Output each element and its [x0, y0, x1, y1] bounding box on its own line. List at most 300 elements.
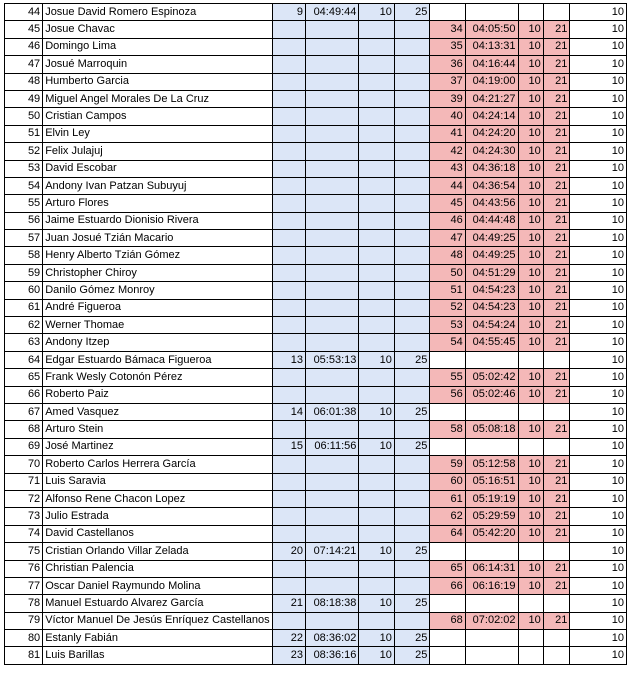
red-bib-cell: 34	[430, 21, 465, 38]
red-laps-cell: 10	[518, 577, 543, 594]
name-cell: Manuel Estuardo Alvarez García	[43, 595, 272, 612]
blue-time-cell	[306, 195, 359, 212]
table-row	[5, 630, 627, 647]
red-time-cell: 04:49:25	[465, 230, 518, 247]
blue-laps-cell	[359, 177, 394, 194]
blue-time-cell	[306, 108, 359, 125]
blue-time-cell	[306, 508, 359, 525]
blue-laps-cell	[359, 369, 394, 386]
blue-bib-cell	[272, 247, 305, 264]
blue-time-cell	[306, 90, 359, 107]
red-category-cell	[543, 351, 570, 368]
total-cell: 10	[570, 543, 627, 560]
red-laps-cell: 10	[518, 508, 543, 525]
red-bib-cell: 60	[430, 473, 465, 490]
blue-bib-cell	[272, 160, 305, 177]
red-bib-cell: 66	[430, 577, 465, 594]
blue-time-cell	[306, 317, 359, 334]
blue-bib-cell	[272, 195, 305, 212]
blue-category-cell: 25	[394, 647, 429, 664]
blue-category-cell	[394, 56, 429, 73]
blue-bib-cell	[272, 177, 305, 194]
name-cell: Henry Alberto Tzián Gómez	[43, 247, 272, 264]
blue-bib-cell	[272, 21, 305, 38]
blue-category-cell	[394, 125, 429, 142]
red-category-cell	[543, 543, 570, 560]
red-laps-cell	[518, 595, 543, 612]
blue-category-cell: 25	[394, 630, 429, 647]
red-time-cell: 04:05:50	[465, 21, 518, 38]
red-time-cell: 06:14:31	[465, 560, 518, 577]
results-body	[5, 4, 627, 665]
name-cell: Christian Palencia	[43, 560, 272, 577]
blue-bib-cell: 21	[272, 595, 305, 612]
blue-laps-cell	[359, 334, 394, 351]
blue-category-cell	[394, 21, 429, 38]
blue-category-cell	[394, 508, 429, 525]
red-laps-cell: 10	[518, 38, 543, 55]
position-cell: 56	[5, 212, 43, 229]
red-bib-cell	[430, 403, 465, 420]
position-cell: 53	[5, 160, 43, 177]
blue-category-cell	[394, 195, 429, 212]
red-bib-cell: 61	[430, 490, 465, 507]
blue-time-cell	[306, 334, 359, 351]
name-cell: Miguel Angel Morales De La Cruz	[43, 90, 272, 107]
total-cell: 10	[570, 456, 627, 473]
blue-time-cell: 08:18:38	[306, 595, 359, 612]
red-bib-cell: 35	[430, 38, 465, 55]
red-bib-cell	[430, 438, 465, 455]
blue-bib-cell	[272, 317, 305, 334]
blue-laps-cell: 10	[359, 438, 394, 455]
blue-bib-cell	[272, 525, 305, 542]
table-row	[5, 160, 627, 177]
total-cell: 10	[570, 230, 627, 247]
red-category-cell	[543, 4, 570, 21]
name-cell: Felix Julajuj	[43, 143, 272, 160]
red-category-cell: 21	[543, 177, 570, 194]
blue-bib-cell: 22	[272, 630, 305, 647]
blue-bib-cell	[272, 577, 305, 594]
table-row	[5, 543, 627, 560]
position-cell: 59	[5, 264, 43, 281]
red-time-cell: 05:29:59	[465, 508, 518, 525]
red-bib-cell: 56	[430, 386, 465, 403]
blue-bib-cell	[272, 56, 305, 73]
red-category-cell: 21	[543, 108, 570, 125]
blue-laps-cell	[359, 421, 394, 438]
table-row	[5, 577, 627, 594]
total-cell: 10	[570, 125, 627, 142]
name-cell: Andony Itzep	[43, 334, 272, 351]
red-category-cell: 21	[543, 421, 570, 438]
blue-bib-cell: 14	[272, 403, 305, 420]
red-category-cell: 21	[543, 369, 570, 386]
blue-bib-cell	[272, 456, 305, 473]
blue-category-cell	[394, 473, 429, 490]
red-laps-cell	[518, 351, 543, 368]
red-time-cell: 05:42:20	[465, 525, 518, 542]
position-cell: 48	[5, 73, 43, 90]
position-cell: 80	[5, 630, 43, 647]
table-row	[5, 195, 627, 212]
blue-laps-cell	[359, 490, 394, 507]
blue-category-cell	[394, 38, 429, 55]
red-time-cell: 04:54:23	[465, 299, 518, 316]
red-time-cell: 04:49:25	[465, 247, 518, 264]
table-row	[5, 212, 627, 229]
blue-laps-cell	[359, 230, 394, 247]
blue-bib-cell	[272, 386, 305, 403]
red-category-cell	[543, 630, 570, 647]
name-cell: André Figueroa	[43, 299, 272, 316]
blue-bib-cell	[272, 90, 305, 107]
name-cell: Cristian Orlando Villar Zelada	[43, 543, 272, 560]
table-row	[5, 317, 627, 334]
table-row	[5, 438, 627, 455]
blue-time-cell	[306, 577, 359, 594]
table-row	[5, 525, 627, 542]
position-cell: 50	[5, 108, 43, 125]
red-bib-cell	[430, 4, 465, 21]
position-cell: 47	[5, 56, 43, 73]
red-laps-cell: 10	[518, 317, 543, 334]
red-laps-cell	[518, 438, 543, 455]
blue-category-cell	[394, 490, 429, 507]
name-cell: Jaime Estuardo Dionisio Rivera	[43, 212, 272, 229]
blue-laps-cell: 10	[359, 351, 394, 368]
red-laps-cell: 10	[518, 125, 543, 142]
red-time-cell: 05:19:19	[465, 490, 518, 507]
red-time-cell: 04:24:20	[465, 125, 518, 142]
red-category-cell: 21	[543, 195, 570, 212]
total-cell: 10	[570, 177, 627, 194]
blue-category-cell: 25	[394, 403, 429, 420]
position-cell: 66	[5, 386, 43, 403]
blue-time-cell	[306, 125, 359, 142]
position-cell: 58	[5, 247, 43, 264]
name-cell: David Castellanos	[43, 525, 272, 542]
red-category-cell: 21	[543, 143, 570, 160]
blue-category-cell: 25	[394, 438, 429, 455]
blue-bib-cell: 15	[272, 438, 305, 455]
position-cell: 62	[5, 317, 43, 334]
position-cell: 49	[5, 90, 43, 107]
name-cell: Luis Saravia	[43, 473, 272, 490]
blue-laps-cell	[359, 612, 394, 629]
red-time-cell: 04:54:23	[465, 282, 518, 299]
blue-laps-cell	[359, 560, 394, 577]
total-cell: 10	[570, 4, 627, 21]
blue-time-cell	[306, 560, 359, 577]
red-laps-cell	[518, 4, 543, 21]
red-category-cell: 21	[543, 490, 570, 507]
blue-time-cell	[306, 21, 359, 38]
table-row	[5, 282, 627, 299]
total-cell: 10	[570, 612, 627, 629]
red-bib-cell: 45	[430, 195, 465, 212]
red-time-cell: 04:55:45	[465, 334, 518, 351]
red-category-cell: 21	[543, 212, 570, 229]
table-row	[5, 299, 627, 316]
red-laps-cell	[518, 543, 543, 560]
blue-bib-cell	[272, 282, 305, 299]
blue-category-cell	[394, 456, 429, 473]
total-cell: 10	[570, 647, 627, 664]
table-row	[5, 386, 627, 403]
red-bib-cell: 40	[430, 108, 465, 125]
blue-category-cell	[394, 560, 429, 577]
table-row	[5, 230, 627, 247]
blue-category-cell	[394, 230, 429, 247]
table-row	[5, 508, 627, 525]
total-cell: 10	[570, 560, 627, 577]
total-cell: 10	[570, 334, 627, 351]
blue-bib-cell: 20	[272, 543, 305, 560]
red-bib-cell	[430, 595, 465, 612]
red-category-cell	[543, 403, 570, 420]
table-row	[5, 177, 627, 194]
total-cell: 10	[570, 282, 627, 299]
table-row	[5, 612, 627, 629]
position-cell: 76	[5, 560, 43, 577]
total-cell: 10	[570, 386, 627, 403]
position-cell: 74	[5, 525, 43, 542]
red-category-cell	[543, 595, 570, 612]
total-cell: 10	[570, 247, 627, 264]
blue-laps-cell: 10	[359, 647, 394, 664]
blue-category-cell	[394, 90, 429, 107]
blue-bib-cell	[272, 108, 305, 125]
red-bib-cell: 62	[430, 508, 465, 525]
blue-bib-cell	[272, 73, 305, 90]
total-cell: 10	[570, 299, 627, 316]
red-bib-cell: 50	[430, 264, 465, 281]
red-laps-cell: 10	[518, 212, 543, 229]
red-category-cell: 21	[543, 386, 570, 403]
position-cell: 69	[5, 438, 43, 455]
name-cell: Estanly Fabián	[43, 630, 272, 647]
blue-category-cell	[394, 264, 429, 281]
blue-laps-cell	[359, 282, 394, 299]
position-cell: 55	[5, 195, 43, 212]
blue-laps-cell: 10	[359, 403, 394, 420]
blue-time-cell	[306, 525, 359, 542]
red-laps-cell: 10	[518, 421, 543, 438]
total-cell: 10	[570, 351, 627, 368]
blue-time-cell	[306, 247, 359, 264]
red-time-cell	[465, 595, 518, 612]
red-category-cell: 21	[543, 334, 570, 351]
name-cell: Humberto Garcia	[43, 73, 272, 90]
blue-category-cell	[394, 143, 429, 160]
red-laps-cell: 10	[518, 21, 543, 38]
blue-bib-cell	[272, 230, 305, 247]
total-cell: 10	[570, 195, 627, 212]
red-category-cell	[543, 438, 570, 455]
red-time-cell: 07:02:02	[465, 612, 518, 629]
red-laps-cell: 10	[518, 247, 543, 264]
red-laps-cell: 10	[518, 299, 543, 316]
red-category-cell: 21	[543, 21, 570, 38]
red-time-cell: 04:51:29	[465, 264, 518, 281]
position-cell: 71	[5, 473, 43, 490]
red-time-cell	[465, 403, 518, 420]
red-bib-cell: 36	[430, 56, 465, 73]
blue-time-cell: 06:11:56	[306, 438, 359, 455]
total-cell: 10	[570, 490, 627, 507]
blue-category-cell	[394, 177, 429, 194]
blue-bib-cell: 23	[272, 647, 305, 664]
name-cell: Josué Marroquin	[43, 56, 272, 73]
total-cell: 10	[570, 508, 627, 525]
red-time-cell: 06:16:19	[465, 577, 518, 594]
red-bib-cell: 65	[430, 560, 465, 577]
blue-bib-cell	[272, 369, 305, 386]
blue-category-cell	[394, 73, 429, 90]
blue-category-cell	[394, 160, 429, 177]
blue-laps-cell	[359, 299, 394, 316]
red-time-cell	[465, 4, 518, 21]
name-cell: Josue Chavac	[43, 21, 272, 38]
blue-laps-cell	[359, 264, 394, 281]
table-row	[5, 125, 627, 142]
blue-bib-cell	[272, 299, 305, 316]
blue-laps-cell	[359, 143, 394, 160]
red-laps-cell: 10	[518, 490, 543, 507]
table-row	[5, 334, 627, 351]
blue-time-cell	[306, 160, 359, 177]
blue-category-cell	[394, 317, 429, 334]
blue-time-cell	[306, 177, 359, 194]
red-bib-cell	[430, 630, 465, 647]
blue-category-cell	[394, 577, 429, 594]
position-cell: 57	[5, 230, 43, 247]
blue-category-cell: 25	[394, 351, 429, 368]
table-row	[5, 595, 627, 612]
red-laps-cell: 10	[518, 230, 543, 247]
red-laps-cell: 10	[518, 195, 543, 212]
red-laps-cell: 10	[518, 177, 543, 194]
name-cell: Juan Josué Tzián Macario	[43, 230, 272, 247]
red-laps-cell: 10	[518, 160, 543, 177]
total-cell: 10	[570, 595, 627, 612]
red-bib-cell	[430, 543, 465, 560]
total-cell: 10	[570, 403, 627, 420]
red-time-cell: 04:19:00	[465, 73, 518, 90]
red-time-cell: 05:02:46	[465, 386, 518, 403]
total-cell: 10	[570, 369, 627, 386]
red-laps-cell	[518, 403, 543, 420]
total-cell: 10	[570, 421, 627, 438]
blue-category-cell	[394, 108, 429, 125]
name-cell: Andony Ivan Patzan Subuyuj	[43, 177, 272, 194]
total-cell: 10	[570, 630, 627, 647]
red-time-cell	[465, 647, 518, 664]
red-time-cell: 04:36:54	[465, 177, 518, 194]
name-cell: Víctor Manuel De Jesús Enríquez Castellanos	[43, 612, 272, 629]
blue-laps-cell	[359, 56, 394, 73]
blue-laps-cell	[359, 125, 394, 142]
blue-bib-cell: 13	[272, 351, 305, 368]
red-time-cell: 05:12:58	[465, 456, 518, 473]
table-row	[5, 21, 627, 38]
red-time-cell: 04:24:14	[465, 108, 518, 125]
total-cell: 10	[570, 577, 627, 594]
red-category-cell: 21	[543, 317, 570, 334]
total-cell: 10	[570, 473, 627, 490]
red-laps-cell	[518, 630, 543, 647]
red-bib-cell	[430, 351, 465, 368]
name-cell: Werner Thomae	[43, 317, 272, 334]
blue-bib-cell	[272, 560, 305, 577]
position-cell: 61	[5, 299, 43, 316]
blue-bib-cell	[272, 473, 305, 490]
name-cell: Julio Estrada	[43, 508, 272, 525]
blue-time-cell	[306, 56, 359, 73]
blue-bib-cell	[272, 421, 305, 438]
blue-laps-cell: 10	[359, 4, 394, 21]
red-category-cell: 21	[543, 612, 570, 629]
name-cell: Alfonso Rene Chacon Lopez	[43, 490, 272, 507]
position-cell: 73	[5, 508, 43, 525]
red-bib-cell: 48	[430, 247, 465, 264]
red-time-cell: 05:16:51	[465, 473, 518, 490]
blue-category-cell	[394, 386, 429, 403]
red-bib-cell: 44	[430, 177, 465, 194]
name-cell: Danilo Gómez Monroy	[43, 282, 272, 299]
red-bib-cell: 51	[430, 282, 465, 299]
red-laps-cell: 10	[518, 90, 543, 107]
red-bib-cell: 64	[430, 525, 465, 542]
blue-bib-cell	[272, 143, 305, 160]
red-category-cell: 21	[543, 456, 570, 473]
red-category-cell: 21	[543, 90, 570, 107]
red-bib-cell: 68	[430, 612, 465, 629]
red-bib-cell: 59	[430, 456, 465, 473]
name-cell: Cristian Campos	[43, 108, 272, 125]
blue-time-cell	[306, 38, 359, 55]
position-cell: 51	[5, 125, 43, 142]
red-time-cell: 05:02:42	[465, 369, 518, 386]
total-cell: 10	[570, 143, 627, 160]
blue-time-cell	[306, 612, 359, 629]
position-cell: 68	[5, 421, 43, 438]
blue-laps-cell: 10	[359, 543, 394, 560]
blue-bib-cell	[272, 490, 305, 507]
red-category-cell: 21	[543, 160, 570, 177]
blue-laps-cell	[359, 38, 394, 55]
blue-laps-cell	[359, 73, 394, 90]
red-category-cell: 21	[543, 560, 570, 577]
blue-time-cell: 08:36:02	[306, 630, 359, 647]
blue-category-cell	[394, 247, 429, 264]
red-laps-cell: 10	[518, 56, 543, 73]
position-cell: 64	[5, 351, 43, 368]
red-laps-cell: 10	[518, 264, 543, 281]
red-laps-cell: 10	[518, 612, 543, 629]
blue-bib-cell	[272, 264, 305, 281]
blue-laps-cell	[359, 456, 394, 473]
red-bib-cell: 41	[430, 125, 465, 142]
blue-time-cell	[306, 386, 359, 403]
blue-laps-cell	[359, 577, 394, 594]
blue-category-cell: 25	[394, 4, 429, 21]
position-cell: 67	[5, 403, 43, 420]
name-cell: Domingo Lima	[43, 38, 272, 55]
blue-bib-cell	[272, 38, 305, 55]
